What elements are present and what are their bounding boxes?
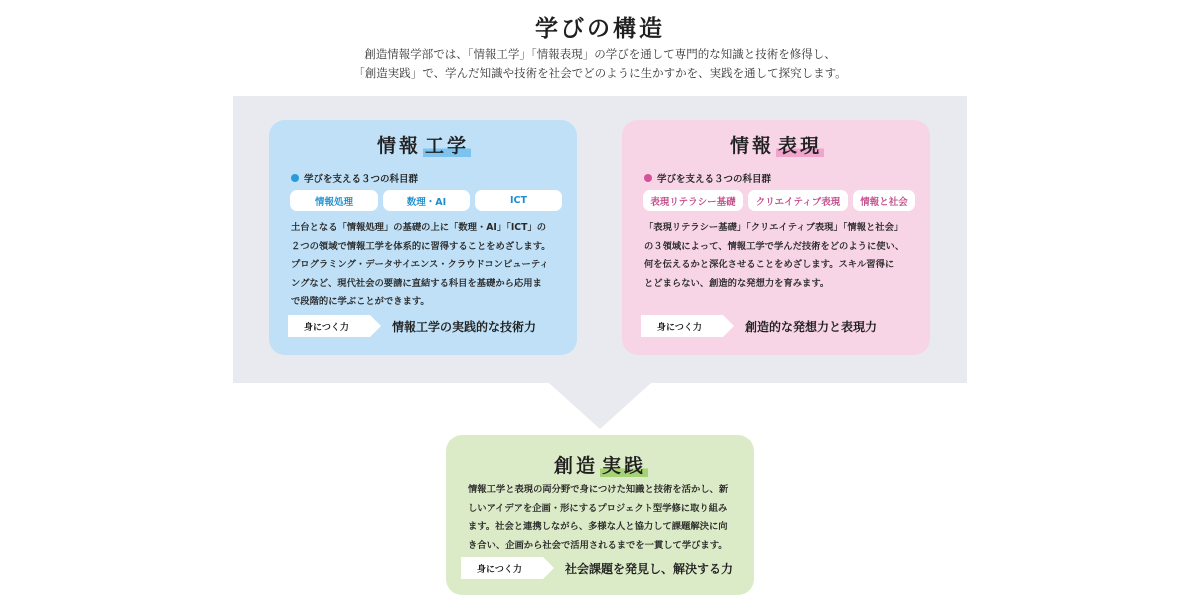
expression-skill-text: 創造的な発想力と表現力: [745, 319, 878, 334]
expression-title-part-1: 情報: [729, 135, 774, 157]
expression-body-line: 「表現リテラシー基礎」「クリエイティブ表現」「情報と社会」: [644, 222, 904, 233]
skill-label-tag: 身につく力: [641, 315, 723, 337]
engineering-subjects-heading: [291, 171, 418, 185]
expression-skill: [641, 315, 877, 337]
page-title: 学びの構造: [535, 16, 665, 42]
practice-card: [446, 435, 754, 595]
chip-ict: ICT: [475, 190, 562, 211]
engineering-body-line: プログラミング・データサイエンス・クラウドコンピューティ: [291, 259, 549, 270]
practice-title-part-1: 創造: [553, 455, 598, 477]
chip-expression-literacy: 表現リテラシー基礎: [643, 190, 743, 211]
bullet-dot-icon: [291, 174, 299, 182]
practice-skill: [461, 557, 733, 579]
down-arrow-icon: [549, 383, 651, 429]
engineering-title: [269, 131, 577, 158]
intro-line-1: 創造情報学部では、「情報工学」「情報表現」の学びを通して専門的な知識と技術を修得し、: [364, 47, 836, 61]
engineering-chips: [290, 190, 562, 211]
engineering-skill: [288, 315, 536, 337]
engineering-subjects-heading-text: 学びを支える３つの科目群: [304, 174, 419, 185]
engineering-body-line: 土台となる「情報処理」の基礎の上に「数理・AI」「ICT」の: [291, 222, 547, 233]
practice-body-line: き合い、企画から社会で活用されるまでを一貫して学びます。: [468, 539, 728, 551]
chip-creative-expression: クリエイティブ表現: [748, 190, 848, 211]
chip-information-processing: 情報処理: [290, 190, 378, 211]
engineering-title-part-1: 情報: [376, 135, 421, 157]
skill-label-tag: 身につく力: [461, 557, 543, 579]
expression-chips: [643, 190, 915, 211]
expression-title-part-2: 表現: [778, 135, 823, 157]
engineering-title-part-2: 工学: [425, 135, 470, 157]
practice-skill-text: 社会課題を発見し、解決する力: [565, 561, 734, 576]
intro-text: [0, 45, 1200, 83]
expression-subjects-heading: [644, 171, 771, 185]
expression-title: [622, 131, 930, 158]
chip-math-ai: 数理・AI: [383, 190, 470, 211]
expression-body-line: の３領域によって、情報工学で学んだ技術をどのように使い、: [644, 240, 905, 252]
engineering-skill-text: 情報工学の実践的な技術力: [392, 319, 537, 334]
expression-body: [644, 219, 910, 293]
practice-body-line: ます。社会と連携しながら、多様な人と協力して課題解決に向: [468, 521, 728, 532]
engineering-body-line: で段階的に学ぶことができます。: [291, 296, 430, 307]
engineering-card: [269, 120, 577, 355]
practice-body: [468, 481, 734, 555]
intro-line-2: 「創造実践」で、学んだ知識や技術を社会でどのように生かすかを、実践を通して探究します。: [353, 66, 847, 80]
engineering-body-line: ングなど、現代社会の要請に直結する科目を基礎から応用ま: [291, 277, 542, 289]
expression-body-line: 何を伝えるかと深化させることをめざします。スキル習得に: [644, 259, 895, 270]
practice-body-line: 情報工学と表現の両分野で身につけた知識と技術を活かし、新: [468, 484, 729, 495]
engineering-body: [291, 219, 557, 312]
practice-title-part-2: 実践: [602, 455, 647, 477]
expression-body-line: とどまらない、創造的な発想力を育みます。: [644, 277, 830, 289]
practice-title: [446, 451, 754, 478]
bullet-dot-icon: [644, 174, 652, 182]
practice-body-line: しいアイデアを企画・形にするプロジェクト型学修に取り組み: [468, 502, 728, 514]
skill-label-tag: 身につく力: [288, 315, 370, 337]
expression-card: [622, 120, 930, 355]
expression-subjects-heading-text: 学びを支える３つの科目群: [657, 174, 772, 185]
engineering-body-line: ２つの領域で情報工学を体系的に習得することをめざします。: [291, 240, 551, 252]
chip-information-society: 情報と社会: [853, 190, 915, 211]
